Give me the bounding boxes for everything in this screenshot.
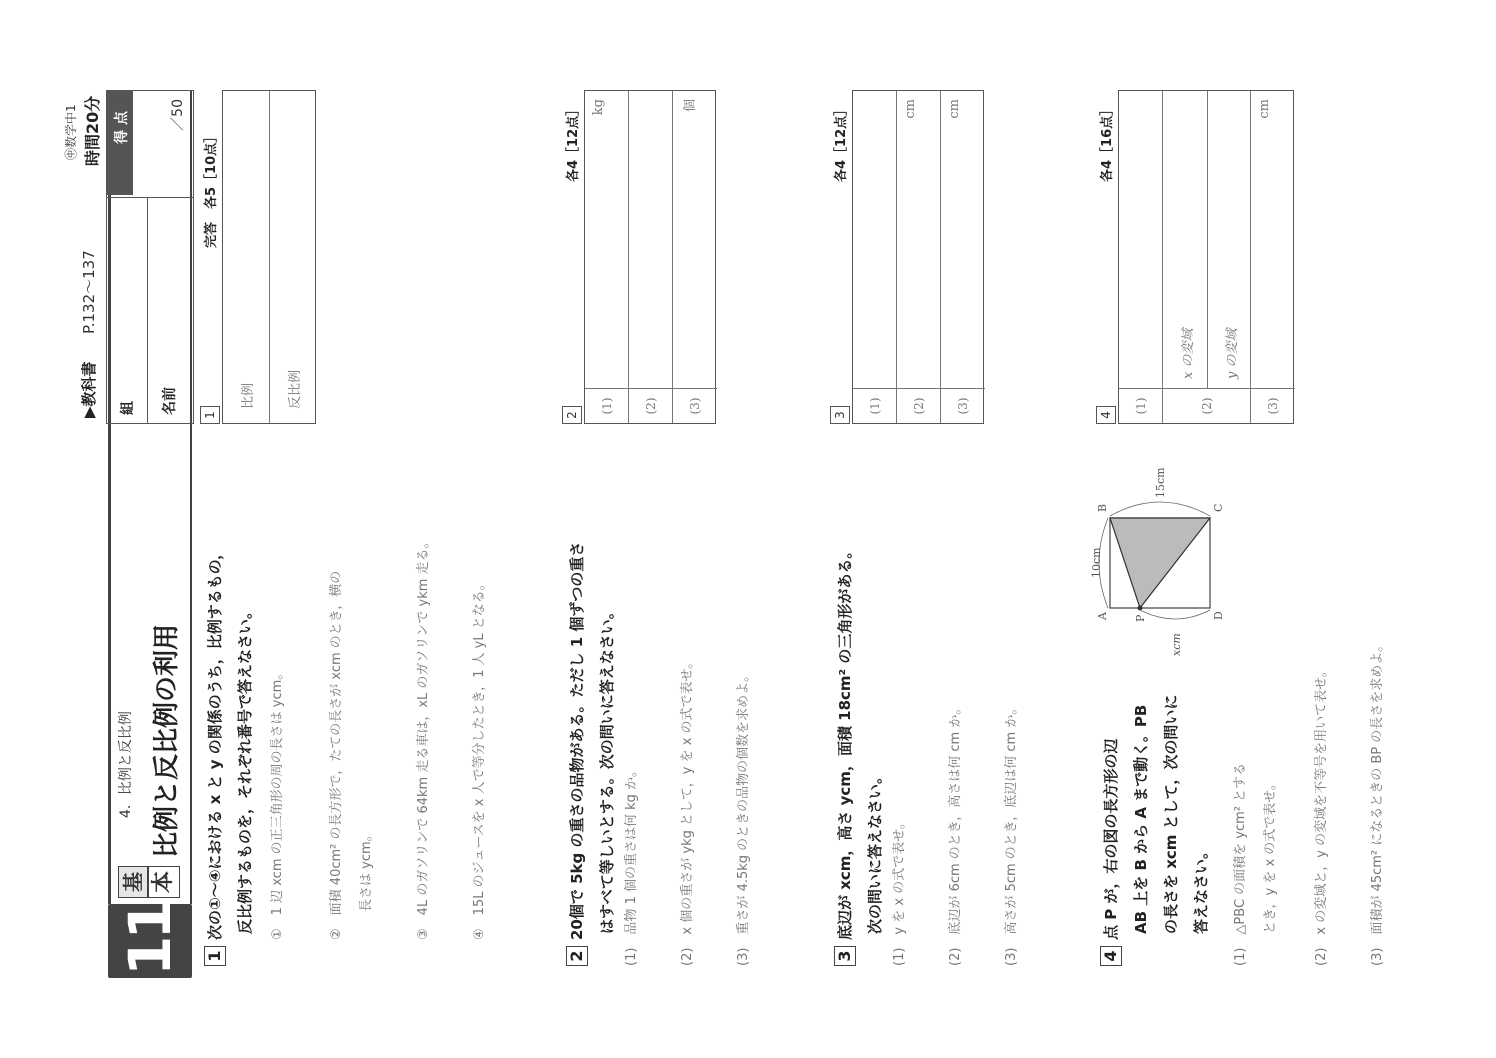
q3-stem-line1: 底辺が xcm，高さ ycm，面積 18cm² の三角形がある。 [836, 543, 854, 940]
q1-item-3: ③ 4L のガソリンで 64km 走る車は，xL のガソリンで ykm 走る。 [416, 535, 431, 940]
q3-items [888, 702, 1040, 966]
class-label: 組 [120, 401, 136, 415]
q1-item-1: ① 1 辺 xcm の正三角形の周の長さは ycm。 [270, 666, 285, 940]
name-box-divider-v [107, 197, 193, 198]
q4-stem-line2: AB 上を B から A まで動く。PB [1132, 704, 1150, 934]
q4-stem-line3: の長さを xcm として，次の問いに [1162, 694, 1180, 934]
q4-label-x-len: xcm [1170, 633, 1183, 656]
q2-answer-grid [584, 90, 716, 424]
q3-item-1: (1) y を x の式で表せ。 [892, 816, 907, 966]
q3-item-2: (2) 底辺が 6cm のとき，高さは何 cm か。 [948, 701, 963, 966]
kihon-box-1: 基 [118, 866, 148, 898]
q2-stem [562, 542, 622, 966]
q4-figure [1090, 418, 1240, 658]
page-title: 比例と反比例の利用 [152, 623, 182, 858]
q2-item-2: (2) x 個の重さが ykg として，y を x の式で表せ。 [680, 655, 695, 966]
name-box-divider-h [147, 197, 148, 423]
name-label: 名前 [162, 387, 178, 415]
q4-answer-row-2[interactable]: (2) x の変域 y の変域 [1163, 91, 1251, 423]
score-total: ／50 [170, 99, 186, 131]
q4-item-3: (3) 面積が 45cm² になるときの BP の長さを求めよ。 [1370, 638, 1385, 966]
q3-answer-boxnum: 3 [830, 406, 850, 424]
q2-number: 2 [566, 946, 588, 966]
q3-points: 各4［12点］ [834, 102, 849, 182]
q2-answer-row-2[interactable]: (2) [629, 91, 673, 423]
q3-answer-row-3[interactable]: (3) cm [941, 91, 985, 423]
class-code: ㊥数学中1 [64, 104, 78, 160]
q1-answer-grid [222, 90, 316, 424]
q2-item-1: (1) 品物 1 個の重さは何 kg か。 [624, 763, 639, 966]
q4-point-p [1138, 606, 1143, 611]
q2-answer-boxnum: 2 [562, 406, 582, 424]
q4-number: 4 [1100, 946, 1122, 966]
q4-points: 各4［16点］ [1100, 102, 1115, 182]
textbook-pages: P.132～137 [80, 250, 98, 334]
q3-answer-row-1[interactable]: (1) [853, 91, 897, 423]
q4-answer-boxnum: 4 [1096, 406, 1116, 424]
q2-item-3: (3) 重さが 4.5kg のときの品物の個数を求めよ。 [736, 668, 751, 966]
q3-answer-row-2[interactable]: (2) cm [897, 91, 941, 423]
q1-item-4: ④ 15L のジュースを x 人で等分したとき，1 人 yL となる。 [472, 577, 487, 940]
q1-stem-line1: 次の①～④における x と y の関係のうち，比例するもの， [206, 544, 224, 940]
chapter-path: 4．比例と反比例 [118, 711, 134, 818]
kihon-box-2: 本 [148, 866, 180, 898]
q1-points: 完答 各5［10点］ [204, 129, 219, 248]
q4-label-c: C [1212, 503, 1225, 512]
q3-stem-line2: 次の問いに答えなさい。 [866, 768, 884, 934]
q4-label-a: A [1096, 612, 1109, 620]
q3-answer-grid [852, 90, 984, 424]
q4-answer-row-2-divider [1207, 91, 1208, 389]
q4-answer-row-1[interactable]: (1) [1119, 91, 1163, 423]
q1-items [266, 535, 508, 940]
q4-x-arc [1140, 610, 1210, 619]
q1-stem [200, 545, 260, 966]
q2-points: 各4［12点］ [566, 102, 581, 182]
q4-answer-row-3[interactable]: (3) cm [1251, 91, 1295, 423]
q3-stem [830, 544, 890, 966]
q4-label-side-len: 15cm [1154, 467, 1167, 498]
q1-answer-row-1[interactable]: 比例 [223, 91, 270, 423]
q4-side-arc [1110, 502, 1210, 516]
q2-answer-row-3[interactable]: (3) 個 [673, 91, 717, 423]
q4-label-d: D [1212, 611, 1225, 620]
q1-answer-boxnum: 1 [200, 406, 220, 424]
q1-number: 1 [204, 946, 226, 966]
q4-label-top-len: 10cm [1090, 547, 1103, 578]
q2-items [620, 656, 772, 966]
unit-badge [108, 904, 192, 978]
q4-stem-line1: 点 P が，右の図の長方形の辺 [1102, 738, 1120, 940]
textbook-label: ▶教科書 [80, 361, 98, 418]
q4-item-1: (1) △PBC の面積を ycm² とする とき，y を x の式で表せ。 [1233, 762, 1278, 966]
q3-number: 3 [834, 946, 856, 966]
q1-stem-line2: 反比例するものを，それぞれ番号で答えなさい。 [236, 603, 254, 934]
q1-item-2: ② 面積 40cm² の長方形で，たての長さが xcm のとき，横の 長さは ycm。 [329, 570, 374, 940]
q4-answer-grid [1118, 90, 1294, 424]
q4-label-p: P [1134, 614, 1147, 622]
q2-answer-row-1[interactable]: (1) kg [585, 91, 629, 423]
q4-stem [1096, 695, 1216, 966]
unit-number: 11 [116, 903, 184, 976]
q3-item-3: (3) 高さが 5cm のとき，底辺は何 cm か。 [1004, 701, 1019, 966]
q4-items [1226, 639, 1406, 966]
q2-stem-line1: 20個で 5kg の重さの品物がある。ただし 1 個ずつの重さ [568, 541, 586, 940]
q2-stem-line2: はすべて等しいとする。次の問いに答えなさい。 [598, 604, 616, 934]
q4-label-b: B [1096, 503, 1109, 512]
q4-shaded-triangle [1110, 518, 1210, 608]
score-label: 得 点 [114, 111, 130, 144]
q4-item-2: (2) x の変域と，y の変域を不等号を用いて表せ。 [1314, 664, 1329, 966]
time-limit: 時間20分 [83, 95, 102, 166]
name-score-box [106, 90, 194, 424]
q4-stem-line4: 答えなさい。 [1192, 843, 1210, 934]
q1-answer-row-2[interactable]: 反比例 [288, 369, 303, 409]
